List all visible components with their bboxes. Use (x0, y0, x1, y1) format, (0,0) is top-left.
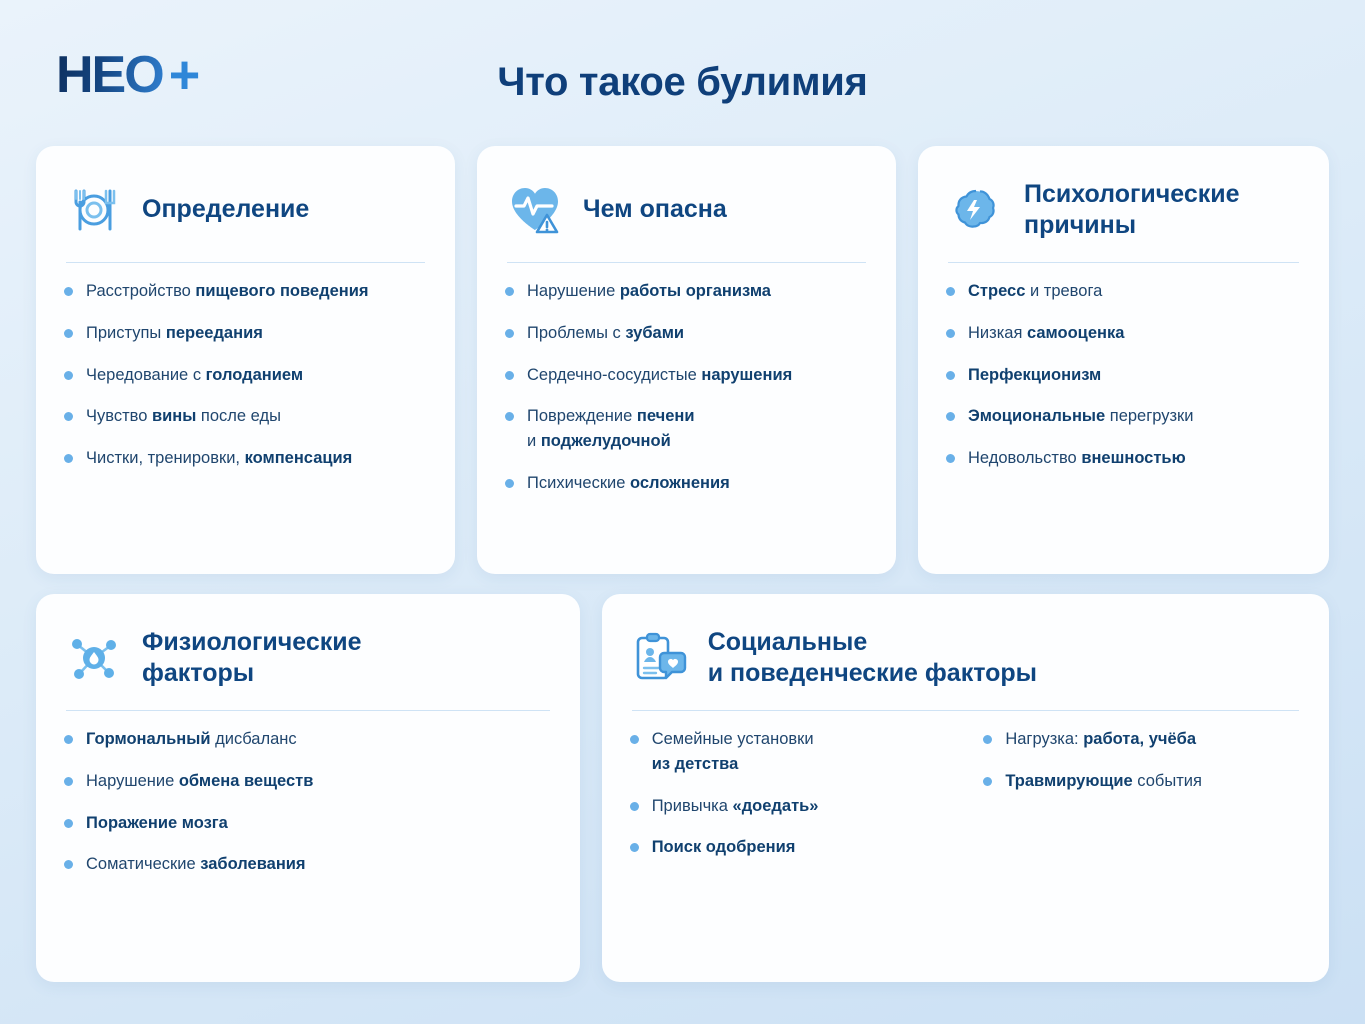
bullet-dot-icon (64, 371, 73, 380)
list-item (64, 727, 552, 752)
list-item-text: Стресс и тревога (968, 282, 1103, 300)
molecule-icon (64, 628, 124, 688)
card-divider (632, 710, 1299, 711)
list-item-text: Поиск одобрения (651, 838, 796, 857)
list-item-text: Поражение мозга (86, 813, 228, 832)
card-divider (66, 710, 550, 711)
list-item-text: Повреждение печени и поджелудочной (527, 407, 695, 450)
list-item (983, 727, 1301, 752)
bullet-dot-icon (64, 287, 73, 296)
list-item (946, 404, 1301, 429)
bullet-dot-icon (946, 454, 955, 463)
list-item-text: Нарушение обмена веществ (86, 771, 314, 790)
bullet-dot-icon (64, 735, 73, 744)
card-bullet-list-left (630, 727, 948, 877)
bullet-dot-icon (64, 329, 73, 338)
list-item (64, 446, 427, 471)
bullet-dot-icon (505, 371, 514, 380)
list-item-text: Сердечно-сосудистые нарушения (527, 365, 793, 384)
list-item-text: Проблемы с зубами (527, 323, 685, 342)
bullet-dot-icon (630, 802, 639, 811)
list-item-text: Недовольство внешностью (968, 449, 1186, 467)
page-title: Что такое булимия (497, 60, 868, 104)
plate-cutlery-icon (64, 180, 124, 240)
cards-row-top (36, 146, 1329, 574)
bullet-dot-icon (64, 777, 73, 786)
list-item-text: Гормональный дисбаланс (86, 730, 297, 748)
list-item (64, 769, 552, 794)
card-header (64, 620, 552, 696)
bullet-dot-icon (630, 735, 639, 744)
list-item (64, 811, 552, 836)
card-physiological-factors (36, 594, 580, 982)
card-title-text: Физиологические факторы (142, 627, 362, 687)
card-title-text: Определение (142, 195, 310, 224)
list-item (64, 852, 552, 877)
card-divider (507, 262, 866, 263)
card-title-text: Социальные и поведенческие факторы (707, 627, 1038, 687)
card-title (142, 627, 362, 690)
card-divider (66, 262, 425, 263)
card-divider (948, 262, 1299, 263)
list-item-text: Низкая самооценка (968, 323, 1125, 342)
list-item (64, 404, 427, 429)
list-item (505, 363, 868, 388)
bullet-dot-icon (630, 843, 639, 852)
card-bullet-list (946, 279, 1301, 471)
list-item-text: Привычка «доедать» (651, 796, 819, 815)
card-header (630, 620, 1301, 696)
bullet-dot-icon (505, 412, 514, 421)
list-item-text: Чувство вины после еды (86, 407, 281, 426)
card-title (1024, 179, 1240, 242)
list-item (64, 321, 427, 346)
list-item (630, 794, 948, 819)
card-header (64, 172, 427, 248)
clipboard-chat-icon (630, 628, 690, 688)
heart-pulse-warning-icon (505, 180, 565, 240)
card-title (583, 194, 727, 225)
list-item (946, 363, 1301, 388)
list-item-text: Расстройство пищевого поведения (86, 282, 369, 300)
bullet-dot-icon (946, 371, 955, 380)
card-bullet-list-right (983, 727, 1301, 877)
brain-lightning-icon (946, 180, 1006, 240)
card-bullet-columns (630, 727, 1301, 877)
list-item-text: Соматические заболевания (86, 855, 306, 874)
card-bullet-list (64, 279, 427, 471)
bullet-dot-icon (64, 454, 73, 463)
card-title (708, 627, 1037, 690)
list-item (983, 769, 1301, 794)
card-title (142, 194, 309, 225)
card-header (505, 172, 868, 248)
brand-logo-plus-icon: + (168, 45, 201, 105)
list-item (946, 321, 1301, 346)
list-item-text: Психические осложнения (527, 473, 730, 492)
bullet-dot-icon (946, 412, 955, 421)
bullet-dot-icon (505, 479, 514, 488)
list-item (64, 279, 427, 304)
bullet-dot-icon (983, 735, 992, 744)
card-title-text: Чем опасна (583, 195, 727, 224)
list-item (64, 363, 427, 388)
list-item-text: Семейные установки из детства (651, 730, 814, 773)
list-item-text: Травмирующие события (1005, 771, 1202, 790)
bullet-dot-icon (946, 329, 955, 338)
card-header (946, 172, 1301, 248)
list-item-text: Нарушение работы организма (527, 282, 771, 300)
list-item (946, 279, 1301, 304)
bullet-dot-icon (946, 287, 955, 296)
list-item (630, 835, 948, 860)
card-social-behavioral-factors (602, 594, 1329, 982)
cards-row-bottom (36, 594, 1329, 982)
list-item-text: Приступы переедания (86, 323, 263, 342)
card-bullet-list (505, 279, 868, 496)
card-psychological-causes (918, 146, 1329, 574)
list-item (505, 471, 868, 496)
list-item-text: Перфекционизм (968, 365, 1102, 384)
card-bullet-list (64, 727, 552, 877)
list-item-text: Чистки, тренировки, компенсация (86, 449, 353, 467)
header (36, 34, 1329, 124)
card-definition (36, 146, 455, 574)
bullet-dot-icon (505, 287, 514, 296)
list-item (505, 279, 868, 304)
card-danger (477, 146, 896, 574)
list-item-text: Нагрузка: работа, учёба (1005, 730, 1197, 748)
list-item (505, 404, 868, 454)
list-item-text: Эмоциональные перегрузки (968, 407, 1194, 426)
list-item-text: Чередование с голоданием (86, 365, 304, 384)
list-item (946, 446, 1301, 471)
bullet-dot-icon (983, 777, 992, 786)
brand-logo-text: HEO (56, 46, 163, 104)
list-item (505, 321, 868, 346)
bullet-dot-icon (64, 860, 73, 869)
bullet-dot-icon (64, 819, 73, 828)
bullet-dot-icon (505, 329, 514, 338)
bullet-dot-icon (64, 412, 73, 421)
list-item (630, 727, 948, 777)
card-title-text: Психологические причины (1024, 179, 1240, 239)
